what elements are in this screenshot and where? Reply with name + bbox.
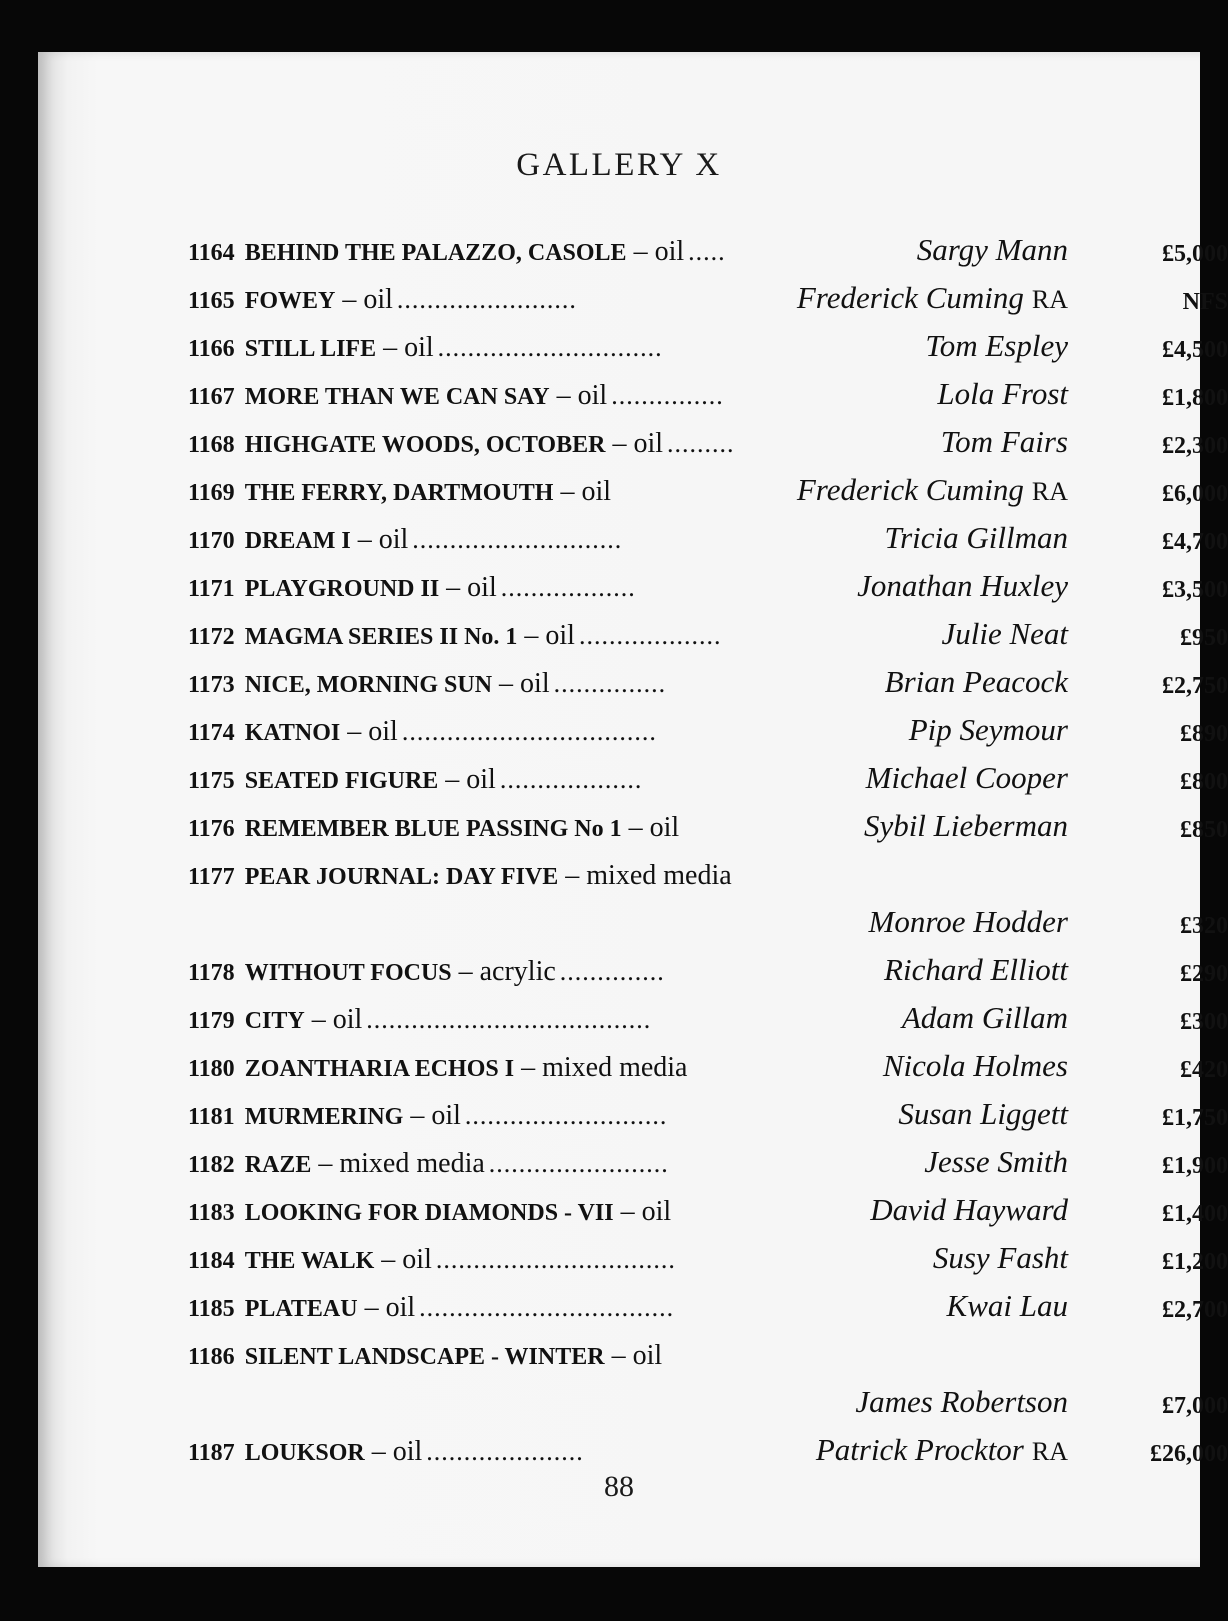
entry-price: £1,200 — [1162, 1249, 1228, 1275]
entry-artist: Julie Neat — [941, 616, 1068, 651]
entry-price: £890 — [1180, 721, 1228, 747]
entry-row-continuation — [188, 902, 1228, 950]
dash-separator: – — [347, 716, 362, 747]
entry-title: STILL LIFE — [244, 336, 377, 362]
entry-medium: mixed media — [586, 860, 732, 891]
entry-number: 1184 — [188, 1248, 235, 1274]
entry-price: £320 — [1180, 913, 1228, 939]
entry-title: SEATED FIGURE — [244, 768, 439, 794]
entry-medium: oil — [332, 1004, 363, 1035]
dash-separator: – — [565, 860, 580, 891]
entry-price: £4,700 — [1162, 529, 1228, 555]
entry-row — [188, 518, 1228, 566]
entry-artist: Jesse Smith — [924, 1144, 1068, 1179]
entry-number: 1173 — [188, 672, 235, 698]
entry-price: £420 — [1180, 1057, 1228, 1083]
entry-artist: Tom Fairs — [940, 424, 1068, 459]
entry-title: LOOKING FOR DIAMONDS - VII — [244, 1200, 614, 1226]
dash-separator: – — [446, 572, 461, 603]
dot-leader: .................. — [500, 573, 636, 602]
entry-artist: Susan Liggett — [898, 1096, 1068, 1131]
entry-title: LOUKSOR — [244, 1440, 365, 1466]
dot-leader: ................... — [578, 621, 722, 650]
dash-separator: – — [357, 524, 372, 555]
entry-row — [188, 326, 1228, 374]
entry-title: WITHOUT FOCUS — [244, 960, 452, 986]
dash-separator: – — [383, 332, 398, 363]
entry-ra-suffix: RA — [1031, 1437, 1068, 1466]
entry-title: REMEMBER BLUE PASSING No 1 — [244, 816, 622, 842]
dash-separator: – — [371, 1436, 386, 1467]
dash-separator: – — [633, 236, 648, 267]
entry-title: PLAYGROUND II — [244, 576, 440, 602]
entry-artist: Adam Gillam — [901, 1000, 1068, 1035]
entry-artist: Kwai Lau — [946, 1288, 1068, 1323]
entry-medium: oil — [641, 1196, 672, 1227]
entry-price: £950 — [1180, 625, 1228, 651]
entry-ra-suffix: RA — [1031, 285, 1068, 314]
entry-title: FOWEY — [244, 288, 336, 314]
entry-row — [188, 614, 1228, 662]
entry-row — [188, 1286, 1228, 1334]
dash-separator: – — [445, 764, 460, 795]
entry-medium: oil — [363, 284, 393, 315]
dash-separator: – — [381, 1244, 396, 1275]
entry-title: DREAM I — [244, 528, 351, 554]
entry-medium: oil — [632, 1340, 663, 1371]
entry-price: £1,900 — [1162, 1153, 1228, 1179]
entry-row — [188, 374, 1228, 422]
entry-price: £1,750 — [1162, 1105, 1228, 1131]
entry-number: 1176 — [188, 816, 235, 842]
entry-price: £6,000 — [1162, 481, 1228, 507]
entry-price: £1,800 — [1162, 385, 1228, 411]
entry-title: KATNOI — [244, 720, 341, 746]
entry-artist: Tom Espley — [925, 328, 1068, 363]
entry-medium: oil — [404, 332, 434, 363]
entry-artist: David Hayward — [870, 1192, 1068, 1227]
entry-row — [188, 710, 1228, 758]
entry-title: NICE, MORNING SUN — [244, 672, 493, 698]
dash-separator: – — [342, 284, 357, 315]
entry-artist: Tricia Gillman — [884, 520, 1068, 555]
entry-number: 1179 — [188, 1008, 235, 1034]
dash-separator: – — [364, 1292, 379, 1323]
dot-leader: ........................ — [396, 285, 577, 314]
entry-row — [188, 806, 1228, 854]
entry-title: MURMERING — [244, 1104, 404, 1130]
entry-title: HIGHGATE WOODS, OCTOBER — [244, 432, 606, 458]
entry-price: NFS — [1182, 289, 1228, 315]
entry-artist: Frederick Cuming — [796, 280, 1024, 315]
entry-price: £290 — [1180, 961, 1228, 987]
entry-price: £800 — [1180, 769, 1228, 795]
dot-leader: ........................... — [464, 1101, 668, 1130]
entry-medium: oil — [431, 1100, 461, 1131]
entry-artist: Nicola Holmes — [882, 1048, 1068, 1083]
entry-number: 1166 — [188, 336, 235, 362]
entry-number: 1177 — [188, 864, 235, 890]
entry-artist: Sybil Lieberman — [863, 808, 1068, 843]
entry-row — [188, 470, 1228, 518]
entry-number: 1178 — [188, 960, 235, 986]
entry-medium: oil — [633, 428, 663, 459]
entry-price: £300 — [1180, 1009, 1228, 1035]
dot-leader: ............... — [611, 381, 724, 410]
entry-title: ZOANTHARIA ECHOS I — [244, 1056, 515, 1082]
entry-row — [188, 230, 1228, 278]
entry-title: SILENT LANDSCAPE - WINTER — [244, 1344, 605, 1370]
entry-price: £2,300 — [1162, 433, 1228, 459]
entry-number: 1183 — [188, 1200, 235, 1226]
entry-title: CITY — [244, 1008, 305, 1034]
dot-leader: ..... — [688, 237, 726, 266]
entry-artist: Brian Peacock — [884, 664, 1068, 699]
dot-leader: ............... — [553, 669, 667, 698]
page-number: 88 — [604, 1470, 634, 1503]
entry-medium: oil — [368, 716, 398, 747]
entry-row — [188, 950, 1228, 998]
entry-row — [188, 1046, 1228, 1094]
entry-row — [188, 1142, 1228, 1190]
entry-number: 1186 — [188, 1344, 235, 1370]
entry-number: 1170 — [188, 528, 235, 554]
entry-medium: acrylic — [479, 956, 556, 987]
entry-medium: oil — [392, 1436, 423, 1467]
dash-separator: – — [612, 428, 627, 459]
entry-row — [188, 1190, 1228, 1238]
entry-artist: Pip Seymour — [908, 712, 1068, 747]
entry-medium: oil — [520, 668, 550, 699]
dot-leader: .............. — [559, 957, 665, 986]
dot-leader: .............................. — [437, 333, 663, 362]
dot-leader: ...................................... — [366, 1005, 652, 1034]
dot-leader: ......... — [667, 429, 735, 458]
entry-number: 1187 — [188, 1440, 235, 1466]
dot-leader: ............................ — [412, 525, 623, 554]
entry-title: RAZE — [244, 1152, 312, 1178]
entry-medium: oil — [402, 1244, 432, 1275]
entry-number: 1181 — [188, 1104, 235, 1130]
entry-number: 1167 — [188, 384, 235, 410]
dash-separator: – — [524, 620, 539, 651]
entry-medium: oil — [385, 1292, 416, 1323]
entry-price: £1,400 — [1162, 1201, 1228, 1227]
entry-title: THE WALK — [244, 1248, 375, 1274]
entry-title: PEAR JOURNAL: DAY FIVE — [244, 864, 559, 890]
entry-price: £2,750 — [1162, 673, 1228, 699]
entry-title: THE FERRY, DARTMOUTH — [244, 480, 554, 506]
entry-artist: Frederick Cuming — [796, 472, 1024, 507]
entry-medium: oil — [545, 620, 575, 651]
entry-price: £7,000 — [1162, 1393, 1228, 1419]
entry-number: 1164 — [188, 240, 235, 266]
entry-price: £26,000 — [1150, 1441, 1228, 1467]
dot-leader: ........................ — [488, 1149, 669, 1178]
entry-title: PLATEAU — [244, 1296, 358, 1322]
entry-title: MORE THAN WE CAN SAY — [244, 384, 550, 410]
entry-price: £5,000 — [1162, 241, 1228, 267]
entry-number: 1168 — [188, 432, 235, 458]
entry-title: BEHIND THE PALAZZO, CASOLE — [244, 240, 627, 266]
entry-row — [188, 566, 1228, 614]
entry-number: 1165 — [188, 288, 235, 314]
entry-medium: mixed media — [542, 1052, 688, 1083]
entry-number: 1171 — [188, 576, 235, 602]
dot-leader: ..................... — [426, 1437, 584, 1466]
entry-row — [188, 278, 1228, 326]
entry-medium: oil — [649, 812, 680, 843]
entry-row — [188, 854, 1228, 902]
entry-number: 1169 — [188, 480, 235, 506]
dash-separator: – — [458, 956, 473, 987]
entry-row — [188, 422, 1228, 470]
dash-separator: – — [318, 1148, 333, 1179]
entry-number: 1172 — [188, 624, 235, 650]
entry-number: 1180 — [188, 1056, 235, 1082]
dash-separator: – — [499, 668, 514, 699]
entry-ra-suffix: RA — [1031, 477, 1068, 506]
dot-leader: .................................. — [401, 717, 657, 746]
entry-number: 1175 — [188, 768, 235, 794]
entry-row — [188, 1094, 1228, 1142]
gallery-title: GALLERY X — [516, 147, 722, 183]
entry-medium: oil — [467, 572, 497, 603]
entry-price: £3,500 — [1162, 577, 1228, 603]
dash-separator: – — [410, 1100, 425, 1131]
entry-row — [188, 998, 1228, 1046]
entry-medium: oil — [581, 476, 612, 507]
entry-artist: Susy Fasht — [932, 1240, 1068, 1275]
entry-artist: Patrick Procktor — [815, 1432, 1024, 1467]
entry-price: £850 — [1180, 817, 1228, 843]
dash-separator: – — [611, 1340, 626, 1371]
dash-separator: – — [521, 1052, 536, 1083]
entry-row — [188, 662, 1228, 710]
entry-medium: oil — [466, 764, 496, 795]
entry-artist: Michael Cooper — [865, 760, 1068, 795]
entry-artist: Richard Elliott — [884, 952, 1068, 987]
entry-artist: Monroe Hodder — [868, 904, 1068, 939]
entry-row — [188, 1334, 1228, 1382]
dash-separator: – — [556, 380, 571, 411]
entry-medium: oil — [654, 236, 685, 267]
entry-number: 1185 — [188, 1296, 235, 1322]
entry-medium: oil — [577, 380, 608, 411]
entry-row — [188, 1238, 1228, 1286]
entry-number: 1182 — [188, 1152, 235, 1178]
entry-artist: Jonathan Huxley — [857, 568, 1068, 603]
entry-row-continuation — [188, 1382, 1228, 1430]
entry-price: £2,700 — [1162, 1297, 1228, 1323]
entry-medium: oil — [378, 524, 409, 555]
entry-number: 1174 — [188, 720, 235, 746]
entry-price: £4,500 — [1162, 337, 1228, 363]
dot-leader: ................................ — [435, 1245, 676, 1274]
dash-separator: – — [560, 476, 575, 507]
entry-row — [188, 758, 1228, 806]
entry-artist: James Robertson — [855, 1384, 1068, 1419]
entry-artist: Lola Frost — [937, 376, 1068, 411]
entry-artist: Sargy Mann — [916, 232, 1068, 267]
dash-separator: – — [628, 812, 643, 843]
dash-separator: – — [620, 1196, 635, 1227]
dash-separator: – — [311, 1004, 326, 1035]
entry-list — [188, 230, 1228, 1478]
catalogue-page — [38, 52, 1228, 1567]
dot-leader: ................... — [499, 765, 643, 794]
entry-title: MAGMA SERIES II No. 1 — [244, 624, 518, 650]
dot-leader: .................................. — [419, 1293, 675, 1322]
entry-medium: mixed media — [339, 1148, 485, 1179]
